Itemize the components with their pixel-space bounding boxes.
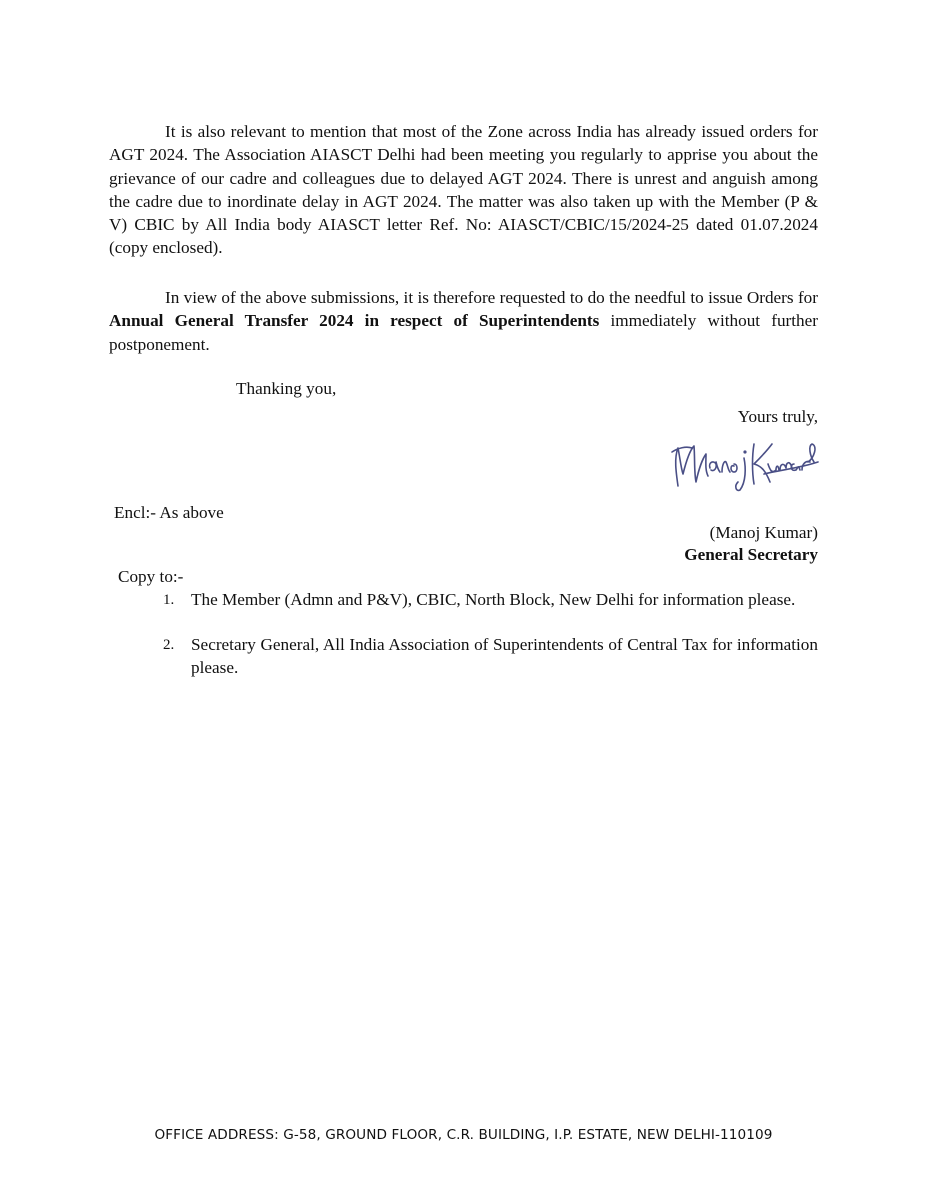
copy-to-item-number: 1. xyxy=(163,592,175,608)
request-text-after: immediately without further postponement. xyxy=(109,311,818,354)
request-text-before: In view of the above submissions, it is therefore requested to do the needful to issue Orders for xyxy=(165,288,818,307)
copy-to-item-number: 2. xyxy=(163,637,175,653)
request-text-bold: Annual General Transfer 2024 in respect of Superintendents xyxy=(109,311,600,331)
paragraph-agt-status xyxy=(109,120,818,260)
thanking-line: Thanking you, xyxy=(236,379,337,398)
enclosure-line: Encl:- As above xyxy=(114,503,224,522)
paragraph-request xyxy=(109,286,818,356)
copy-to-item-text: Secretary General, All India Association of Superintendents of Central Tax for information please. xyxy=(191,635,818,677)
signatory-name: (Manoj Kumar) xyxy=(709,523,818,542)
copy-to-item-text: The Member (Admn and P&V), CBIC, North Block, New Delhi for information please. xyxy=(191,590,796,609)
copy-to-item xyxy=(163,633,818,679)
handwritten-signature xyxy=(668,428,822,494)
paragraph-agt-status-text: It is also relevant to mention that most of the Zone across India has already issued orders for AGT 2024. The Association AIASCT Delhi had been meeting you regularly to apprise you about the grievance of our cadre and colleagues due to delayed AGT 2024. There is unrest and anguish among the cadre due to inordinate delay in AGT 2024. The matter was also taken up with the Member (P & V) CBIC by All India body AIASCT letter Ref. No: AIASCT/CBIC/15/2024-25 dated 01.07.2024 (copy enclosed). xyxy=(109,122,818,258)
office-address-footer: OFFICE ADDRESS: G-58, GROUND FLOOR, C.R. BUILDING, I.P. ESTATE, NEW DELHI-110109 xyxy=(154,1127,773,1143)
copy-to-label: Copy to:- xyxy=(118,567,184,586)
signatory-title: General Secretary xyxy=(684,545,818,564)
copy-to-item xyxy=(163,588,818,611)
closing-line: Yours truly, xyxy=(737,407,818,426)
